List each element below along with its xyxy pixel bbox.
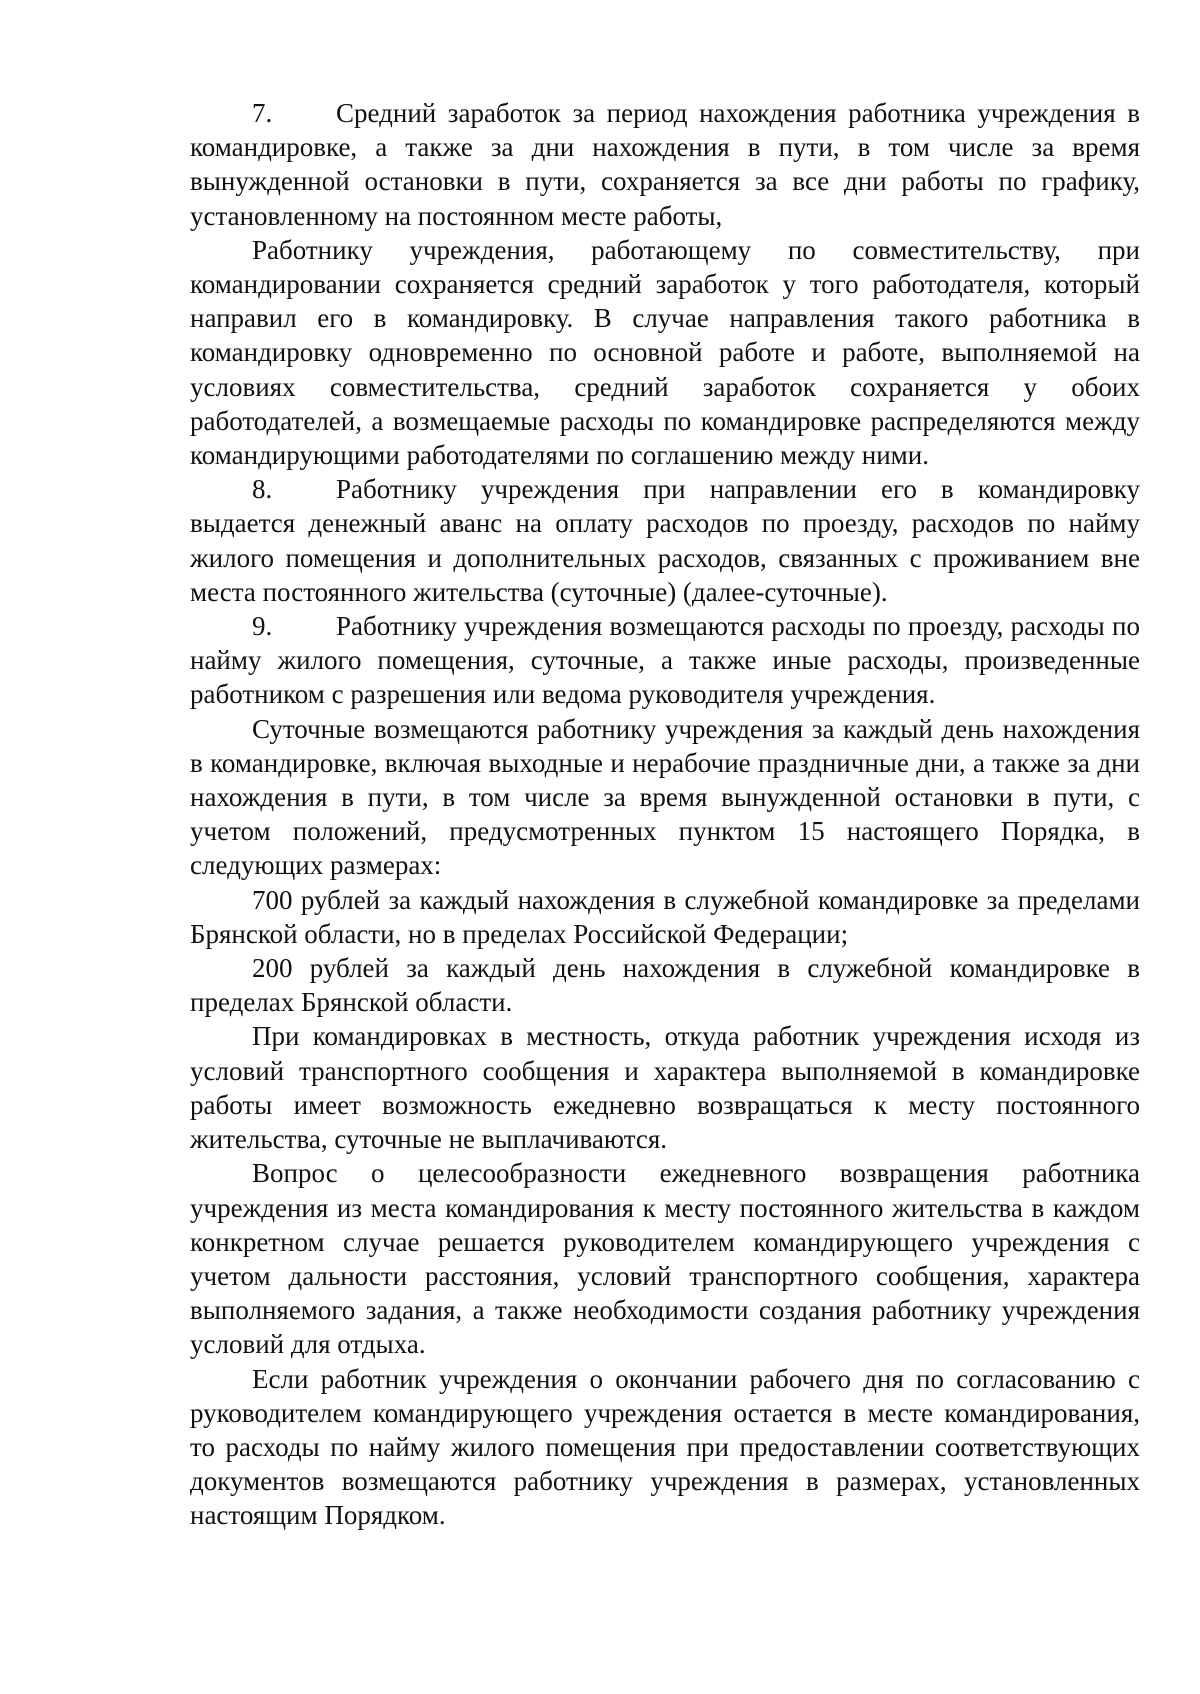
paragraph-per-diem: Суточные возмещаются работнику учреждения за каждый день нахождения в командировке, включая выходные и нерабочие праздничные дни, а также за дни нахождения в пути, в том числе за время вынужденной остановки в пути, с учетом положений, предусмотренных пунктом 15 настоящего Порядка, в следующих размерах: (190, 713, 1140, 881)
paragraph-stay-expenses: Если работник учреждения о окончании рабочего дня по согласованию с руководителем командирующего учреждения остается в месте командирования, то расходы по найму жилого помещения при предоставлении соответствующих документов возмещаются работнику учреждения в размерах, установленных настоящим Порядком. (190, 1363, 1140, 1531)
paragraph-700-rub: 700 рублей за каждый нахождения в служебной командировке за пределами Брянской области, но в пределах Российской Федерации; (190, 884, 1140, 949)
paragraph-7 (190, 96, 1140, 233)
paragraph-7-part-time: Работнику учреждения, работающему по совместительству, при командировании сохраняется средний заработок у того работодателя, который направил его в командировку. В случае направления такого работника в командировку одновременно по основной работе и работе, выполняемой на условиях совместительства, средний заработок сохраняется у обоих работодателей, а возмещаемые расходы по командировке распределяются между командирующими работодателями по соглашению между ними. (190, 234, 1140, 471)
paragraph-number: 7. (252, 98, 273, 128)
paragraph-number: 8. (252, 474, 273, 505)
paragraph-9 (190, 609, 1140, 712)
document-body (190, 96, 1140, 1533)
paragraph-text: Работнику учреждения при направлении его в командировку выдается денежный аванс на оплату расходов по проезду, расходов по найму жилого помещения и дополнительных расходов, связанных с проживанием вне места постоянного жительства (суточные) (далее-суточные). (190, 474, 1140, 607)
paragraph-8 (190, 472, 1140, 609)
paragraph-daily-return: При командировках в местность, откуда работник учреждения исходя из условий транспортного сообщения и характера выполняемой в командировке работы имеет возможность ежедневно возвращаться к месту постоянного жительства, суточные не выплачиваются. (190, 1021, 1140, 1155)
paragraph-text: Работнику учреждения возмещаются расходы по проезду, расходы по найму жилого помещения, суточные, а также иные расходы, произведенные работником с разрешения или ведома руководителя учреждения. (190, 611, 1140, 710)
paragraph-number: 9. (252, 611, 273, 642)
paragraph-200-rub: 200 рублей за каждый день нахождения в служебной командировке в пределах Брянской области. (190, 953, 1140, 1018)
paragraph-return-decision: Вопрос о целесообразности ежедневного возвращения работника учреждения из места командирования к месту постоянного жительства в каждом конкретном случае решается руководителем командирующего учреждения с учетом дальности расстояния, условий транспортного сообщения, характера выполняемого задания, а также необходимости создания работнику учреждения условий для отдыха. (190, 1158, 1140, 1360)
paragraph-text: Средний заработок за период нахождения работника учреждения в командировке, а также за дни нахождения в пути, в том числе за время вынужденной остановки в пути, сохраняется за все дни работы по графику, установленному на постоянном месте работы, (190, 98, 1140, 231)
